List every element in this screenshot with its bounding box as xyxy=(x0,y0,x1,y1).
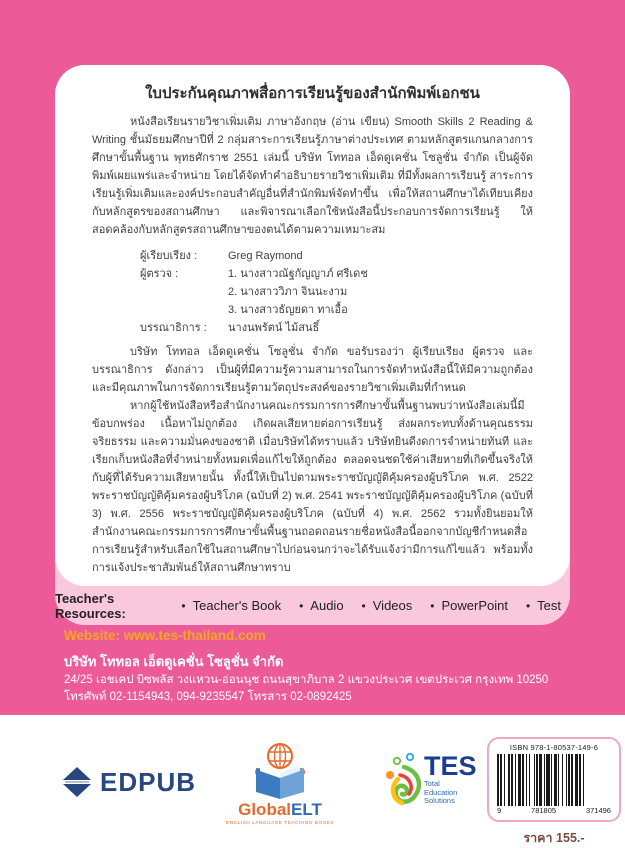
publisher-address-block xyxy=(64,652,548,706)
credit-value: 1. นางสาวณัฐกัญญาภ์ ศรีเดช xyxy=(228,268,368,280)
certificate-paragraph-2: บริษัท โททอล เอ็ดดูเคชั่น โซลูชั่น จำกัด ขอรับรองว่า ผู้เรียบเรียง ผู้ตรวจ และบรรณาธิการ ดังกล่าว เป็นผู้ที่มีความรู้ความสามารถในการจัดทำหนังสือนี้ให้มีความถูกต้องและมีคุณภาพในการจัดการเรียนรู้ตามวัตถุประสงค์ของรายวิชาเพิ่มเติมที่กำหนด xyxy=(92,346,533,394)
teachers-resources-band xyxy=(55,586,570,625)
credit-value: 3. นางสาวธัญยดา ทาเอื้อ xyxy=(228,304,348,316)
edpub-logo xyxy=(60,766,196,798)
resources-label: Teacher's Resources: xyxy=(55,590,126,621)
globalelt-logo-subtitle: ENGLISH LANGUAGE TEACHING BOOKS xyxy=(225,820,335,825)
resource-item: • Teacher's Book xyxy=(181,598,281,613)
resource-item: • PowerPoint xyxy=(430,598,508,613)
certificate-card xyxy=(55,65,570,586)
resource-item: • Videos xyxy=(362,598,413,613)
website-url: Website: www.tes-thailand.com xyxy=(64,628,266,643)
certificate-title: ใบประกันคุณภาพสื่อการเรียนรู้ของสำนักพิมพ์เอกชน xyxy=(145,85,480,102)
tes-logo-text: TES xyxy=(424,751,477,781)
isbn-text: ISBN 978-1-80537-149-6 xyxy=(509,743,599,752)
tes-logo-subtitle: Total Education Solutions xyxy=(424,779,458,805)
credits-list xyxy=(140,247,533,337)
barcode-bars xyxy=(497,754,611,806)
resource-item: • Audio xyxy=(299,598,343,613)
credit-value: Greg Raymond xyxy=(228,250,303,262)
publisher-name: บริษัท โททอล เอ็ดดูเคชั่น โซลูชั่น จำกัด xyxy=(64,654,284,669)
credit-row-author xyxy=(140,247,533,265)
credit-value: นางนพรัตน์ ไม้สนธิ์ xyxy=(228,322,320,334)
price-text: ราคา 155.- xyxy=(523,831,585,845)
globalelt-logo xyxy=(224,742,336,825)
credit-row-editor xyxy=(140,319,533,337)
barcode-box xyxy=(487,737,621,822)
resource-item: • Test xyxy=(526,598,561,613)
publisher-phone: โทรศัพท์ 02-1154943, 094-9235547 โทรสาร 02-0892425 xyxy=(64,691,352,703)
barcode-digits: 9 781805 371496 xyxy=(497,806,611,815)
certificate-paragraph-1: หนังสือเรียนรายวิชาเพิ่มเติม ภาษาอังกฤษ (อ่าน เขียน) Smooth Skills 2 Reading & Writing ชั้นมัธยมศึกษาปีที่ 2 กลุ่มสาระการเรียนรู้ภาษาต่างประเทศ ตามหลักสูตรแกนกลางการศึกษาขั้นพื้นฐาน พุทธศักราช 2551 เล่มนี้ บริษัท โททอล เอ็ดดูเคชั่น โซลูชั่น จำกัด เป็นผู้จัดพิมพ์เผยแพร่และจำหน่าย โดยได้จัดทำคำอธิบายรายวิชาเพิ่มเติม ที่มีทั้งผลการเรียนรู้ สาระการเรียนรู้เพิ่มเติมและองค์ประกอบสำคัญอื่นที่สำนักพิมพ์จัดทำขึ้น เพื่อให้สถานศึกษาได้เทียบเคียงกับหลักสูตรของสถานศึกษา และพิจารณาเลือกใช้หนังสือนี้ประกอบการจัดการเรียนรู้ ให้สอดคล้องกับหลักสูตรสถานศึกษาของตนได้ตามความเหมาะสม xyxy=(92,116,533,236)
credit-value: 2. นางสาววิภา จินนะงาม xyxy=(228,286,348,298)
credit-label: ผู้ตรวจ : xyxy=(140,268,179,280)
edpub-diamond-icon xyxy=(60,766,94,798)
credit-label: บรรณาธิการ : xyxy=(140,322,207,334)
credit-label: ผู้เรียบเรียง : xyxy=(140,250,198,262)
globalelt-book-globe-icon xyxy=(224,742,336,800)
publisher-address: 24/25 เอชเคป บิซพลัส วงแหวน-อ่อนนุช ถนนสุขาภิบาล 2 แขวงประเวศ เขตประเวศ กรุงเทพ 10250 xyxy=(64,674,549,686)
certificate-paragraph-3: หากผู้ใช้หนังสือหรือสำนักงานคณะกรรมการการศึกษาขั้นพื้นฐานพบว่าหนังสือเล่มนี้มีข้อบกพร่อง เนื้อหาไม่ถูกต้อง เกิดผลเสียหายต่อการเรียนรู้ ส่งผลกระทบทั้งด้านคุณธรรม จริยธรรม และความมั่นคงของชาติ เมื่อบริษัทได้ทราบแล้ว บริษัทยินดีงดการจำหน่ายทันที และเรียกเก็บหนังสือที่จำหน่ายทั้งหมดเพื่อแก้ไขให้ถูกต้อง ตลอดจนชดใช้ค่าเสียหายที่เกิดขึ้นจริงให้กับผู้ที่ได้รับความเสียหายนั้น ทั้งนี้ให้เป็นไปตามพระราชบัญญัติคุ้มครองผู้บริโภค พ.ศ. 2522 พระราชบัญญัติคุ้มครองผู้บริโภค (ฉบับที่ 2) พ.ศ. 2541 พระราชบัญญัติคุ้มครองผู้บริโภค (ฉบับที่ 3) พ.ศ. 2556 พระราชบัญญัติคุ้มครองผู้บริโภค (ฉบับที่ 4) พ.ศ. 2562 รวมทั้งยินยอมให้สำนักงานคณะกรรมการการศึกษาขั้นพื้นฐานถอดถอนรายชื่อหนังสือนี้ออกจากบัญชีกำหนดสื่อการเรียนรู้สำหรับเลือกใช้ในสถานศึกษาไปก่อนจนกว่าจะได้รับแจ้งว่ามีการแก้ไขแล้ว พร้อมทั้งการแจ้งประชาสัมพันธ์ให้สถานศึกษาทราบ xyxy=(92,400,533,574)
globalelt-logo-text: GlobalELT xyxy=(238,800,322,819)
tes-logo xyxy=(384,751,477,815)
credit-row-reviewers xyxy=(140,265,533,319)
edpub-logo-text: EDPUB xyxy=(100,767,197,797)
